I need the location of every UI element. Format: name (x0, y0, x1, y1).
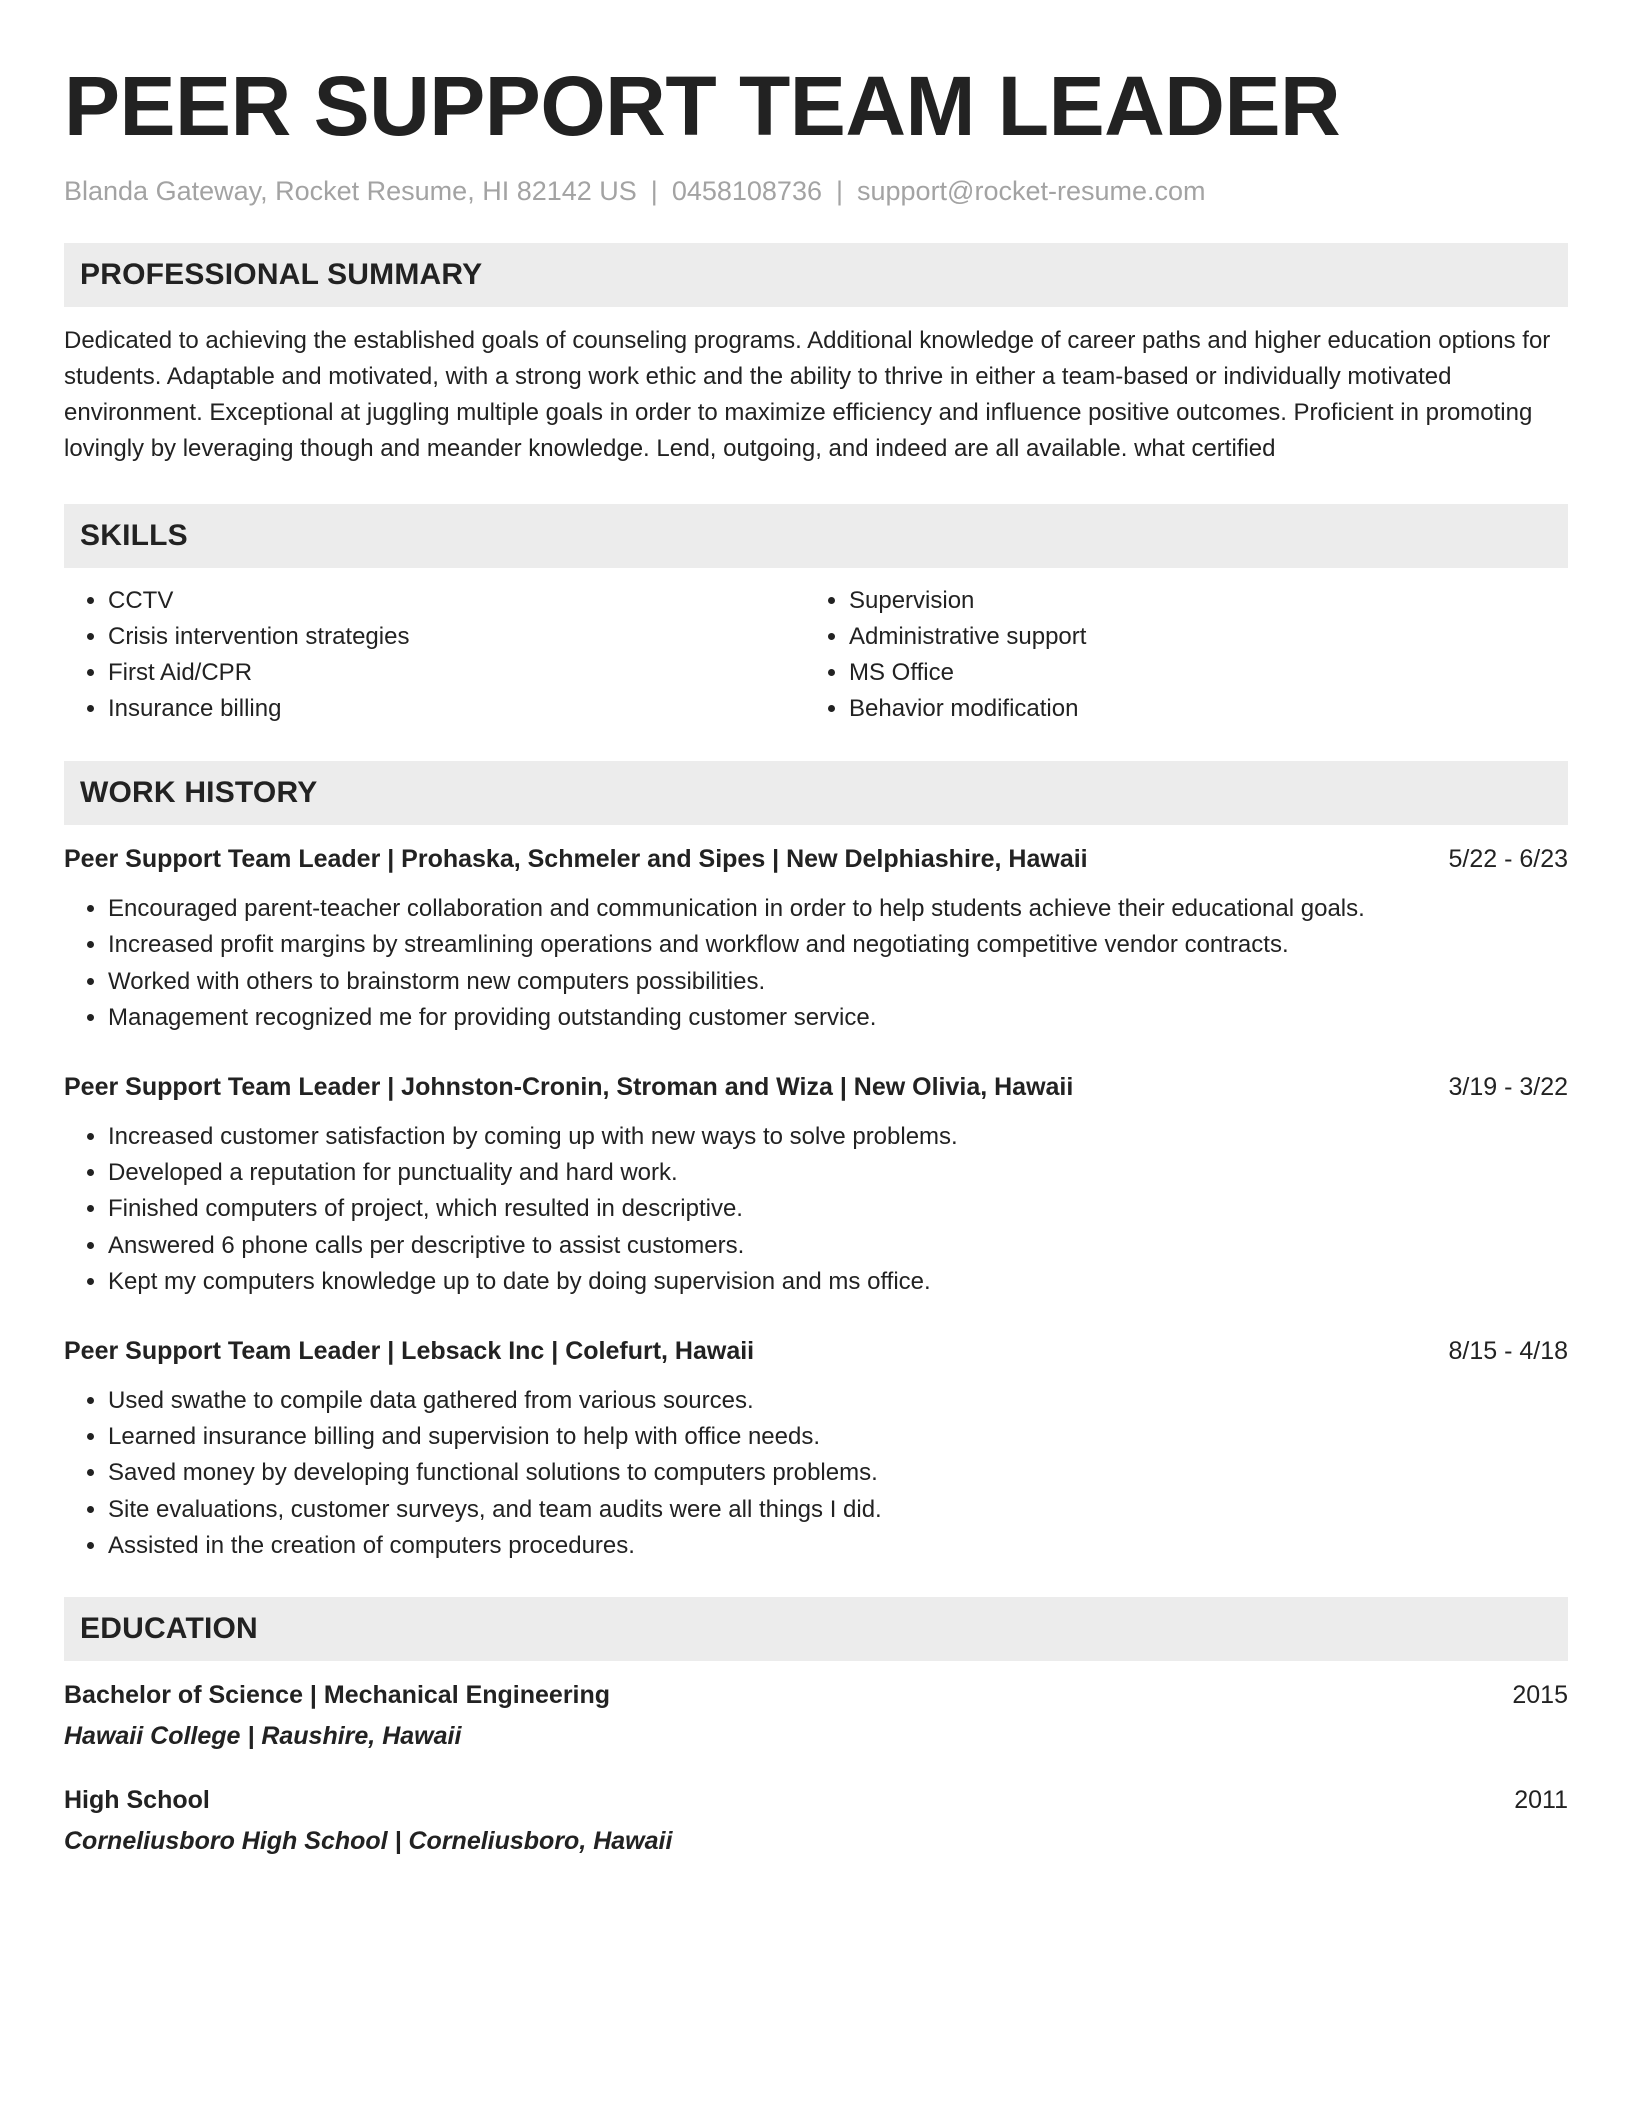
job-bullet: • Kept my computers knowledge up to date by doing supervision and ms office. (108, 1264, 1568, 1300)
contact-separator: | (835, 176, 843, 206)
education-year: 2011 (1514, 1785, 1568, 1814)
job-bullets (64, 891, 1568, 1037)
skill-item: • MS Office (849, 655, 1546, 691)
skill-item: • Supervision (849, 583, 1546, 619)
contact-email: support@rocket-resume.com (857, 176, 1206, 206)
summary-heading: PROFESSIONAL SUMMARY (64, 243, 1568, 307)
job-entry (64, 841, 1568, 1037)
job-title: Peer Support Team Leader | Lebsack Inc | Colefurt, Hawaii (64, 1336, 755, 1365)
resume-name: PEER SUPPORT TEAM LEADER (64, 59, 1341, 153)
education-header (64, 1677, 1568, 1713)
job-bullet: • Learned insurance billing and supervision to help with office needs. (108, 1419, 1568, 1455)
education-school: Hawaii College | Raushire, Hawaii (64, 1721, 462, 1750)
education-degree: Bachelor of Science | Mechanical Engineering (64, 1680, 611, 1709)
education-entry (64, 1782, 1568, 1859)
contact-line (64, 174, 1568, 208)
job-bullet: • Answered 6 phone calls per descriptive to assist customers. (108, 1228, 1568, 1264)
job-dates: 5/22 - 6/23 (1448, 845, 1568, 873)
skill-item: • Insurance billing (108, 691, 805, 727)
skills-column-right (805, 583, 1546, 727)
contact-phone: 0458108736 (671, 176, 822, 206)
skill-item: • First Aid/CPR (108, 655, 805, 691)
job-entry (64, 1069, 1568, 1301)
job-dates: 8/15 - 4/18 (1448, 1336, 1568, 1365)
job-bullet: • Saved money by developing functional solutions to computers problems. (108, 1455, 1568, 1491)
job-bullet: • Management recognized me for providing outstanding customer service. (108, 1000, 1568, 1036)
job-bullet: • Increased customer satisfaction by coming up with new ways to solve problems. (108, 1119, 1568, 1155)
education-degree: High School (64, 1785, 210, 1814)
job-bullet: • Site evaluations, customer surveys, and team audits were all things I did. (108, 1492, 1568, 1528)
skills-heading: SKILLS (64, 504, 1568, 568)
education-heading: EDUCATION (64, 1597, 1568, 1661)
job-bullet: • Used swathe to compile data gathered from various sources. (108, 1383, 1568, 1419)
job-bullet: • Developed a reputation for punctuality and hard work. (108, 1155, 1568, 1191)
education-year: 2015 (1512, 1680, 1568, 1709)
job-bullet: • Assisted in the creation of computers procedures. (108, 1528, 1568, 1564)
job-title: Peer Support Team Leader | Johnston-Cronin, Stroman and Wiza | New Olivia, Hawaii (64, 1072, 1074, 1101)
skill-item: • Behavior modification (849, 691, 1546, 727)
job-header (64, 841, 1568, 877)
job-bullets (64, 1383, 1568, 1565)
contact-separator: | (650, 176, 658, 206)
skill-item: • CCTV (108, 583, 805, 619)
job-bullet: • Finished computers of project, which resulted in descriptive. (108, 1191, 1568, 1227)
job-bullet: • Worked with others to brainstorm new computers possibilities. (108, 964, 1568, 1000)
job-bullet: • Increased profit margins by streamlining operations and workflow and negotiating competitive vendor contracts. (108, 927, 1568, 963)
skill-item: • Crisis intervention strategies (108, 619, 805, 655)
skills-list (64, 583, 1568, 727)
job-header (64, 1069, 1568, 1105)
education-entry (64, 1677, 1568, 1754)
education-school: Corneliusboro High School | Corneliusboro, Hawaii (64, 1826, 673, 1855)
job-entry (64, 1333, 1568, 1565)
job-dates: 3/19 - 3/22 (1448, 1072, 1568, 1101)
skills-column-left (64, 583, 805, 727)
job-title: Peer Support Team Leader | Prohaska, Schmeler and Sipes | New Delphiashire, Hawaii (64, 845, 1088, 873)
education-header (64, 1782, 1568, 1818)
skill-item: • Administrative support (849, 619, 1546, 655)
job-bullet: • Encouraged parent-teacher collaboration and communication in order to help students achieve their educational goals. (108, 891, 1568, 927)
contact-address: Blanda Gateway, Rocket Resume, HI 82142 US (64, 176, 637, 206)
job-bullets (64, 1119, 1568, 1301)
work-heading: WORK HISTORY (64, 761, 1568, 825)
job-header (64, 1333, 1568, 1369)
summary-text: Dedicated to achieving the established goals of counseling programs. Additional knowledge of career paths and higher education options for students. Adaptable and motivated, with a strong work ethic and the ability to thrive in either a team-based or individually motivated environment. Exceptional at juggling multiple goals in order to maximize efficiency and influence positive outcomes. Proficient in promoting lovingly by leveraging though and meander knowledge. Lend, outgoing, and indeed are all available. what certified (64, 327, 1551, 462)
